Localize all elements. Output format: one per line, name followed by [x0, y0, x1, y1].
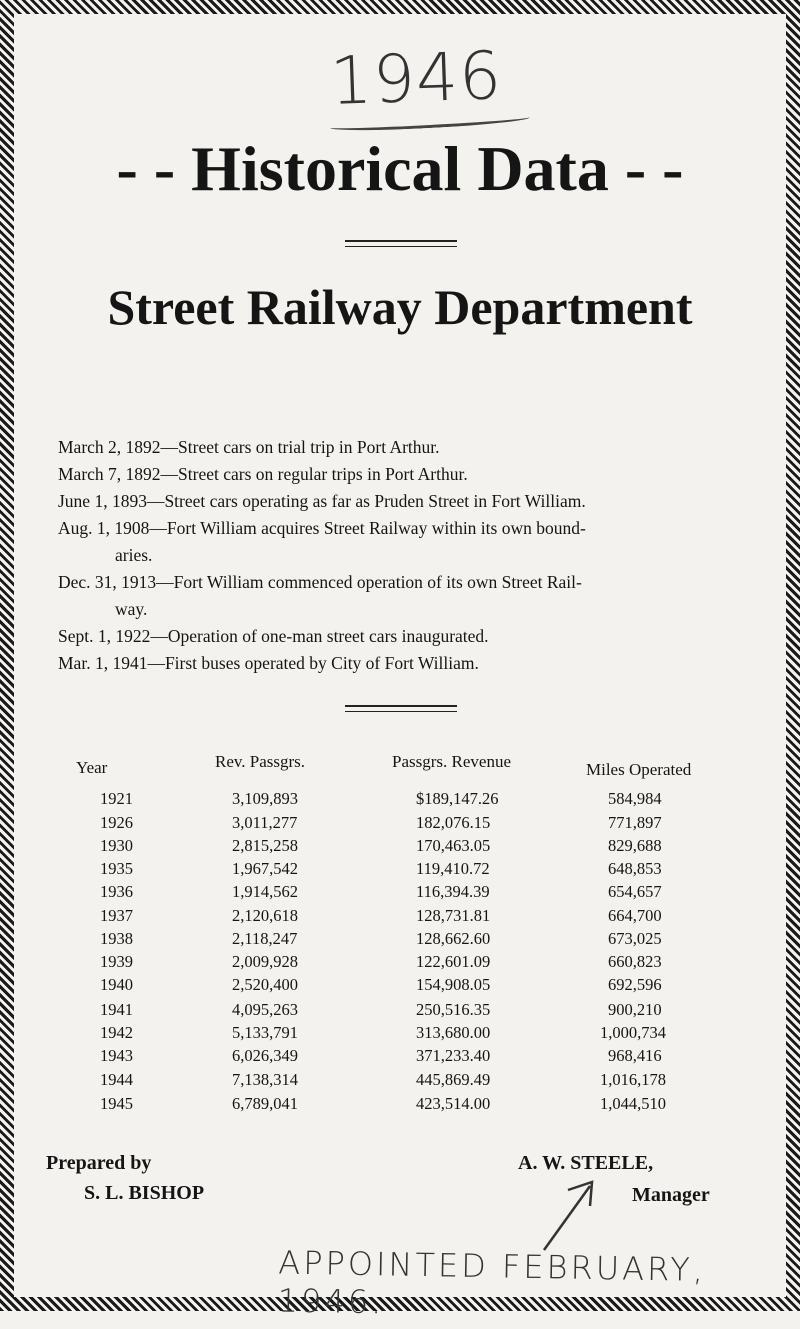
revenue-cell: 128,731.81	[416, 906, 491, 925]
revenue-cell: 122,601.09	[416, 952, 491, 971]
passengers-cell: 2,009,928	[232, 952, 298, 971]
column-header-miles: Miles Operated	[586, 760, 692, 779]
manager-title: Manager	[632, 1184, 710, 1206]
year-cell: 1935	[100, 859, 133, 878]
event-item: March 2, 1892—Street cars on trial trip in Port Arthur.	[58, 437, 440, 457]
table-row	[60, 789, 750, 813]
miles-cell: 654,657	[608, 882, 662, 901]
year-cell: 1945	[100, 1094, 133, 1113]
event-item: Mar. 1, 1941—First buses operated by City of Fort William.	[58, 653, 479, 673]
miles-cell: 584,984	[608, 789, 662, 808]
table-row	[60, 859, 750, 883]
revenue-cell: 250,516.35	[416, 1000, 491, 1019]
divider-rule	[345, 711, 457, 712]
table-row	[60, 813, 750, 837]
revenue-cell: 445,869.49	[416, 1070, 491, 1089]
year-cell: 1940	[100, 975, 133, 994]
miles-cell: 673,025	[608, 929, 662, 948]
year-cell: 1944	[100, 1070, 133, 1089]
year-cell: 1942	[100, 1023, 133, 1042]
table-row	[60, 906, 750, 930]
handwritten-arrow-icon	[538, 1176, 608, 1256]
divider-rule	[345, 246, 457, 247]
table-row	[60, 882, 750, 906]
divider-rule	[345, 240, 457, 242]
event-item: Sept. 1, 1922—Operation of one-man street cars inaugurated.	[58, 626, 489, 646]
passengers-cell: 5,133,791	[232, 1023, 298, 1042]
event-list	[58, 434, 748, 677]
column-header-passengers: Rev. Passgrs.	[215, 752, 306, 771]
year-cell: 1930	[100, 836, 133, 855]
passengers-cell: 1,914,562	[232, 882, 298, 901]
revenue-cell: 119,410.72	[416, 859, 490, 878]
revenue-cell: $189,147.26	[416, 789, 499, 808]
revenue-cell: 182,076.15	[416, 813, 491, 832]
table-row	[60, 1000, 750, 1024]
miles-cell: 1,000,734	[600, 1023, 666, 1042]
passengers-cell: 3,109,893	[232, 789, 298, 808]
table-row	[60, 1046, 750, 1070]
revenue-cell: 128,662.60	[416, 929, 491, 948]
passengers-cell: 2,815,258	[232, 836, 298, 855]
miles-cell: 968,416	[608, 1046, 662, 1065]
column-header-revenue: Passgrs. Revenue	[392, 752, 511, 771]
table-row	[60, 1094, 750, 1118]
revenue-cell: 170,463.05	[416, 836, 491, 855]
column-header-year: Year	[76, 758, 108, 777]
passengers-cell: 2,520,400	[232, 975, 298, 994]
miles-cell: 1,016,178	[600, 1070, 666, 1089]
prepared-by-name: S. L. BISHOP	[84, 1182, 205, 1204]
revenue-cell: 313,680.00	[416, 1023, 491, 1042]
miles-cell: 771,897	[608, 813, 662, 832]
revenue-cell: 154,908.05	[416, 975, 491, 994]
year-cell: 1943	[100, 1046, 133, 1065]
passengers-cell: 2,118,247	[232, 929, 298, 948]
table-row	[60, 1023, 750, 1047]
divider-rule	[345, 705, 457, 707]
event-item: March 7, 1892—Street cars on regular trips in Port Arthur.	[58, 464, 468, 484]
table-row	[60, 1070, 750, 1094]
table-row	[60, 929, 750, 953]
year-cell: 1937	[100, 906, 133, 925]
miles-cell: 692,596	[608, 975, 662, 994]
table-row	[60, 952, 750, 976]
event-item: Aug. 1, 1908—Fort William acquires Street Railway within its own bound- aries.	[58, 518, 586, 565]
revenue-cell: 116,394.39	[416, 882, 490, 901]
passengers-cell: 4,095,263	[232, 1000, 298, 1019]
passengers-cell: 6,789,041	[232, 1094, 298, 1113]
passengers-cell: 3,011,277	[232, 813, 298, 832]
page-subtitle: Street Railway Department	[107, 279, 693, 335]
year-cell: 1938	[100, 929, 133, 948]
table-row	[60, 836, 750, 860]
passengers-cell: 1,967,542	[232, 859, 298, 878]
revenue-cell: 371,233.40	[416, 1046, 491, 1065]
table-row	[60, 975, 750, 999]
year-cell: 1939	[100, 952, 133, 971]
prepared-by-label: Prepared by	[46, 1152, 152, 1174]
miles-cell: 1,044,510	[600, 1094, 666, 1113]
revenue-cell: 423,514.00	[416, 1094, 491, 1113]
page-title: - - Historical Data - -	[116, 133, 684, 204]
handwritten-appointment-note: APPOINTED FEBRUARY, 1946.	[277, 1243, 707, 1322]
year-cell: 1936	[100, 882, 133, 901]
miles-cell: 648,853	[608, 859, 662, 878]
passengers-cell: 2,120,618	[232, 906, 298, 925]
miles-cell: 664,700	[608, 906, 662, 925]
year-cell: 1926	[100, 813, 133, 832]
event-item: Dec. 31, 1913—Fort William commenced operation of its own Street Rail- way.	[58, 572, 582, 619]
year-cell: 1941	[100, 1000, 133, 1019]
miles-cell: 900,210	[608, 1000, 662, 1019]
manager-name: A. W. STEELE,	[518, 1152, 654, 1174]
miles-cell: 660,823	[608, 952, 662, 971]
passengers-cell: 7,138,314	[232, 1070, 298, 1089]
event-item: June 1, 1893—Street cars operating as far as Pruden Street in Fort William.	[58, 491, 586, 511]
handwritten-year: 1946	[328, 37, 504, 120]
passengers-cell: 6,026,349	[232, 1046, 298, 1065]
miles-cell: 829,688	[608, 836, 662, 855]
year-cell: 1921	[100, 789, 133, 808]
